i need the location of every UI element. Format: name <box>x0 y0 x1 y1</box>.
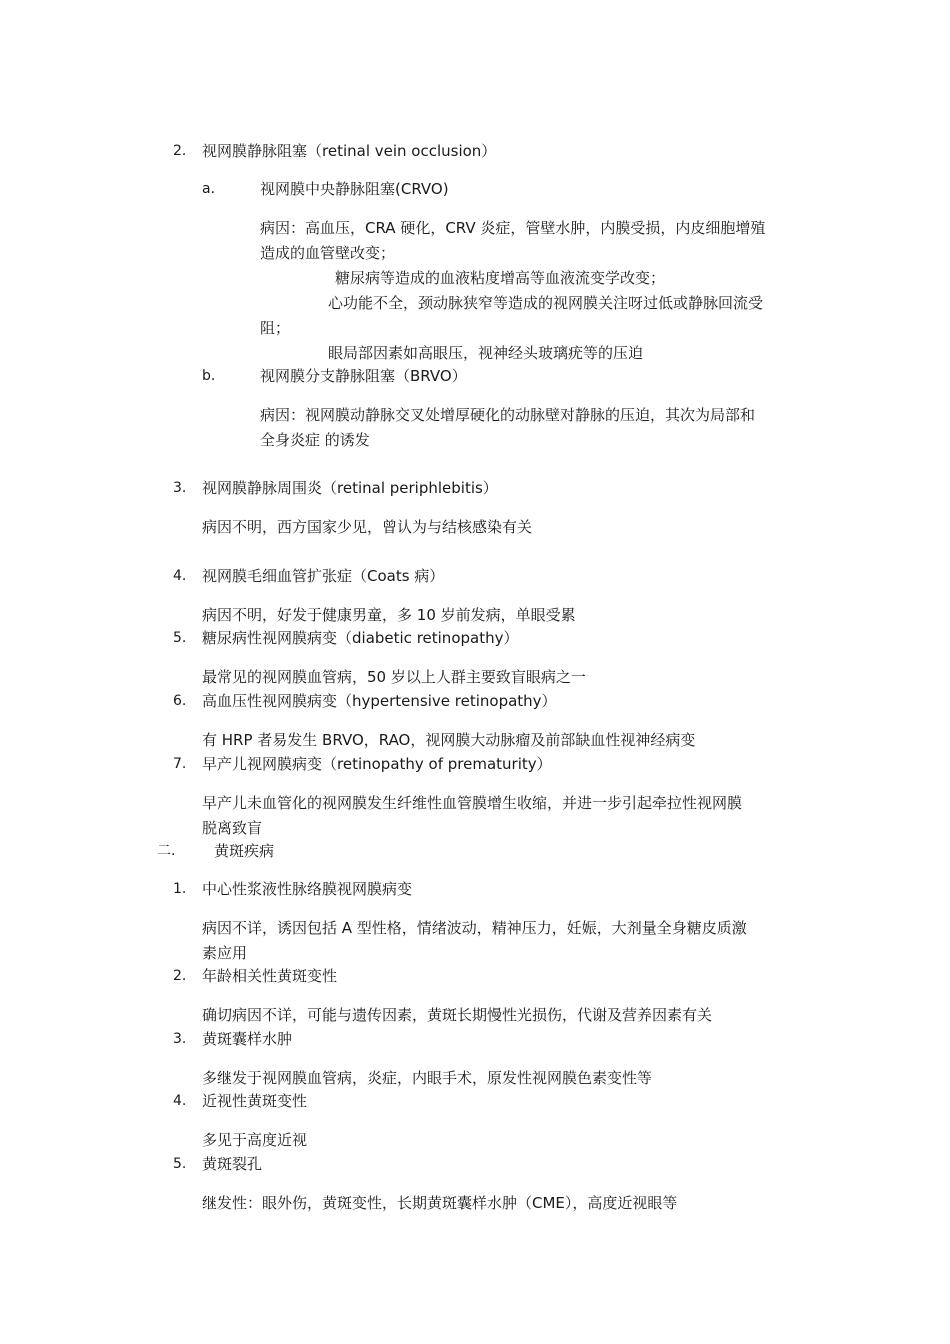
subsection-title: 视网膜中央静脉阻塞(CRVO) <box>260 180 449 198</box>
section-title: 糖尿病性视网膜病变（diabetic retinopathy） <box>202 629 519 647</box>
section-title: 视网膜静脉阻塞（retinal vein occlusion） <box>202 142 497 160</box>
section-title: 黄斑裂孔 <box>202 1155 263 1173</box>
paragraph-line: 眼局部因素如高眼压，视神经头玻璃疣等的压迫 <box>328 344 644 362</box>
paragraph-line: 病因不明，好发于健康男童，多 10 岁前发病，单眼受累 <box>202 606 576 624</box>
paragraph-line: 继发性：眼外伤，黄斑变性，长期黄斑囊样水肿（CME），高度近视眼等 <box>202 1194 678 1212</box>
list-number: 2. <box>173 968 187 984</box>
chapter-number: 二． <box>157 843 185 859</box>
section-title: 中心性浆液性脉络膜视网膜病变 <box>202 880 413 898</box>
subsection-title: 视网膜分支静脉阻塞（BRVO） <box>260 367 467 385</box>
paragraph-line: 病因不明，西方国家少见，曾认为与结核感染有关 <box>202 518 533 536</box>
list-number: 5. <box>173 1156 187 1172</box>
paragraph-line: 素应用 <box>202 944 248 962</box>
paragraph-line: 病因不详，诱因包括 A 型性格，情绪波动，精神压力，妊娠，大剂量全身糖皮质激 <box>202 919 747 937</box>
paragraph-line: 全身炎症 的诱发 <box>260 431 370 449</box>
paragraph-line: 造成的血管壁改变； <box>260 244 396 262</box>
list-number: 3. <box>173 480 187 496</box>
paragraph-line: 确切病因不详，可能与遗传因素，黄斑长期慢性光损伤，代谢及营养因素有关 <box>202 1006 713 1024</box>
paragraph-line: 多见于高度近视 <box>202 1131 308 1149</box>
paragraph-line: 早产儿未血管化的视网膜发生纤维性血管膜增生收缩，并进一步引起牵拉性视网膜 <box>202 794 743 812</box>
list-number: 3. <box>173 1031 187 1047</box>
sublist-label: a． <box>202 181 225 197</box>
section-title: 高血压性视网膜病变（hypertensive retinopathy） <box>202 692 557 710</box>
paragraph-line: 心功能不全，颈动脉狭窄等造成的视网膜关注呀过低或静脉回流受 <box>328 294 764 312</box>
section-title: 近视性黄斑变性 <box>202 1092 308 1110</box>
paragraph-line: 最常见的视网膜血管病，50 岁以上人群主要致盲眼病之一 <box>202 668 586 686</box>
section-title: 视网膜毛细血管扩张症（Coats 病） <box>202 567 445 585</box>
paragraph-line: 阻； <box>260 319 291 337</box>
list-number: 7. <box>173 756 187 772</box>
paragraph-line: 病因：视网膜动静脉交叉处增厚硬化的动脉壁对静脉的压迫，其次为局部和 <box>260 406 756 424</box>
list-number: 2. <box>173 143 187 159</box>
chapter-title: 黄斑疾病 <box>214 842 275 860</box>
section-title: 年龄相关性黄斑变性 <box>202 967 338 985</box>
list-number: 4. <box>173 568 187 584</box>
section-title: 早产儿视网膜病变（retinopathy of prematurity） <box>202 755 552 773</box>
list-number: 5. <box>173 630 187 646</box>
paragraph-line: 脱离致盲 <box>202 819 263 837</box>
list-number: 1. <box>173 881 187 897</box>
section-title: 视网膜静脉周围炎（retinal periphlebitis） <box>202 479 498 497</box>
list-number: 4. <box>173 1093 187 1109</box>
section-title: 黄斑囊样水肿 <box>202 1030 293 1048</box>
paragraph-line: 有 HRP 者易发生 BRVO，RAO，视网膜大动脉瘤及前部缺血性视神经病变 <box>202 731 696 749</box>
paragraph-line: 病因：高血压，CRA 硬化，CRV 炎症，管壁水肿，内膜受损，内皮细胞增殖 <box>260 219 766 237</box>
paragraph-line: 多继发于视网膜血管病，炎症，内眼手术，原发性视网膜色素变性等 <box>202 1069 653 1087</box>
list-number: 6. <box>173 693 187 709</box>
paragraph-line: 糖尿病等造成的血液粘度增高等血液流变学改变； <box>335 269 666 287</box>
sublist-label: b． <box>202 368 225 384</box>
